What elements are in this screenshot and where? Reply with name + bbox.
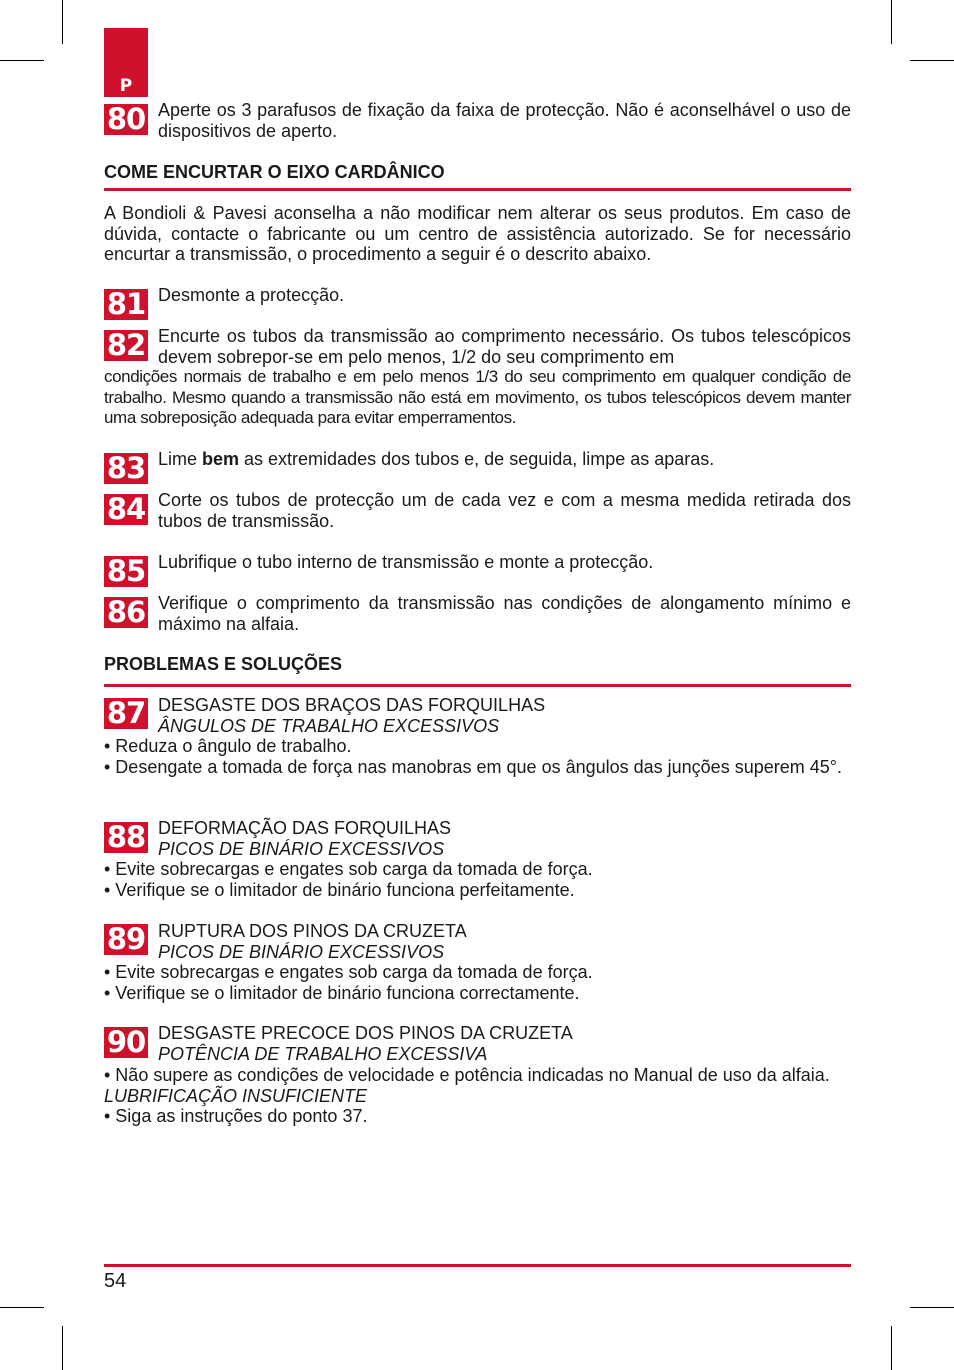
page-number: 54 [104, 1270, 127, 1292]
solution-item: • Reduza o ângulo de trabalho. [104, 736, 352, 756]
step-84-text: Corte os tubos de protecção um de cada vez e com a mesma medida retirada dos tubos de transmissão. [158, 490, 851, 531]
problem-90-solutions [104, 1065, 851, 1127]
problem-89-solutions [104, 962, 851, 1003]
problem-87-header [158, 695, 851, 736]
crop-mark [0, 60, 44, 61]
problem-90-cause-2: LUBRIFICAÇÃO INSUFICIENTE [104, 1085, 368, 1106]
solution-item: • Verifique se o limitador de binário funciona perfeitamente. [104, 879, 575, 900]
solution-item: • Evite sobrecargas e engates sob carga da tomada de força. [104, 859, 593, 879]
problem-88-solutions [104, 859, 851, 900]
problem-90-title: DESGASTE PRECOCE DOS PINOS DA CRUZETA [158, 1023, 573, 1043]
solution-item: • Não supere as condições de velocidade e potência indicadas no Manual de uso da alfaia. [104, 1065, 830, 1085]
step-83-text [158, 449, 851, 470]
step-83-emphasis: bem [202, 449, 240, 469]
problem-87-cause: ÂNGULOS DE TRABALHO EXCESSIVOS [158, 715, 500, 736]
step-number-81: 81 [104, 289, 148, 320]
problem-number-88: 88 [104, 822, 148, 853]
language-tab: P [104, 28, 148, 97]
section-intro: A Bondioli & Pavesi aconselha a não modificar nem alterar os seus produtos. Em caso de dúvida, contacte o fabricante ou um centro de assistência autorizado. Se for necessário encurtar a transmissão, o procedimento a seguir é o descrito abaixo. [104, 203, 851, 265]
crop-mark [910, 1307, 954, 1308]
step-number-80: 80 [104, 104, 148, 135]
problem-87-solutions [104, 736, 851, 777]
step-83-text-pre: Lime [158, 449, 203, 469]
step-number-83: 83 [104, 453, 148, 484]
footer-rule [104, 1264, 851, 1267]
crop-mark [891, 1326, 892, 1370]
section-rule [104, 684, 851, 687]
step-80-text: Aperte os 3 parafusos de fixação da faixa de protecção. Não é aconselhável o uso de dispositivos de aperto. [158, 100, 851, 141]
problem-number-87: 87 [104, 698, 148, 729]
step-number-82: 82 [104, 330, 148, 361]
problem-89-cause: PICOS DE BINÁRIO EXCESSIVOS [158, 941, 445, 962]
solution-item: • Evite sobrecargas e engates sob carga da tomada de força. [104, 962, 593, 982]
section-title-shorten: COME ENCURTAR O EIXO CARDÂNICO [104, 162, 445, 182]
step-82-text-a: Encurte os tubos da transmissão ao comprimento necessário. Os tubos telescópicos devem sobrepor-se em pelo menos, 1/2 do seu comprimento em [158, 326, 851, 367]
step-number-86: 86 [104, 597, 148, 628]
crop-mark [62, 1326, 63, 1370]
problem-89-title: RUPTURA DOS PINOS DA CRUZETA [158, 921, 467, 941]
crop-mark [0, 1307, 44, 1308]
problem-88-header [158, 818, 851, 859]
step-82-text-b: condições normais de trabalho e em pelo menos 1/3 do seu comprimento em qualquer condição de trabalho. Mesmo quando a transmissão não está em movimento, os tubos telescópicos devem manter uma sobreposição adequada para evitar emperramentos. [104, 367, 851, 428]
problem-90-header [158, 1023, 851, 1064]
crop-mark [910, 60, 954, 61]
section-rule [104, 188, 851, 191]
problem-number-90: 90 [104, 1027, 148, 1058]
step-85-text: Lubrifique o tubo interno de transmissão e monte a protecção. [158, 552, 654, 572]
problem-88-title: DEFORMAÇÃO DAS FORQUILHAS [158, 818, 452, 838]
problem-90-cause: POTÊNCIA DE TRABALHO EXCESSIVA [158, 1043, 488, 1064]
solution-item: • Siga as instruções do ponto 37. [104, 1106, 368, 1127]
step-83-text-post: as extremidades dos tubos e, de seguida, limpe as aparas. [239, 449, 715, 469]
problem-87-title: DESGASTE DOS BRAÇOS DAS FORQUILHAS [158, 695, 546, 715]
problem-89-header [158, 921, 851, 962]
step-number-84: 84 [104, 494, 148, 525]
problem-number-89: 89 [104, 924, 148, 955]
problem-88-cause: PICOS DE BINÁRIO EXCESSIVOS [158, 838, 445, 859]
crop-mark [891, 0, 892, 44]
solution-item: • Desengate a tomada de força nas manobras em que os ângulos das junções superem 45°. [104, 756, 842, 777]
crop-mark [62, 0, 63, 44]
step-number-85: 85 [104, 556, 148, 587]
step-81-text: Desmonte a protecção. [158, 285, 345, 305]
solution-item: • Verifique se o limitador de binário funciona correctamente. [104, 982, 580, 1003]
step-86-text: Verifique o comprimento da transmissão nas condições de alongamento mínimo e máximo na alfaia. [158, 593, 851, 634]
section-title-problems: PROBLEMAS E SOLUÇÕES [104, 654, 343, 674]
